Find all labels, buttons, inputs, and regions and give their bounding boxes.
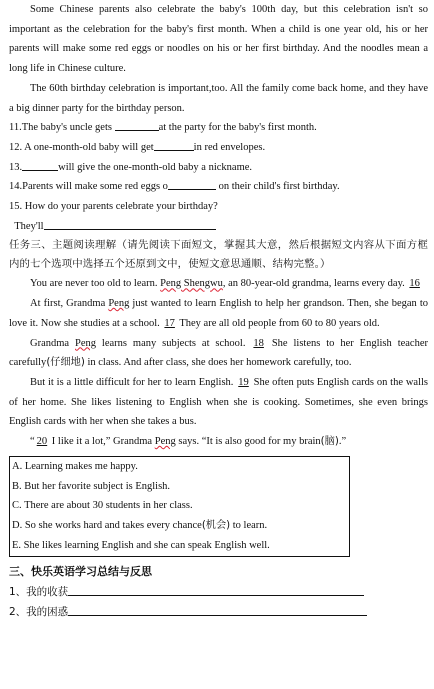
option-a: A. Learning makes me happy. <box>12 460 138 472</box>
person-name: Peng <box>154 436 176 448</box>
task3-instruction: 任务三、主题阅读理解（请先阅读下面短文，掌握其大意，然后根据短文内容从下面方框内的七个选项中选择五个还原到文中，使短文意思通顺、结构完整。） <box>9 239 428 271</box>
reflection-confusions: 2、我的困惑 <box>9 602 428 622</box>
question-15: 15. How do your parents celebrate your birthday? <box>9 201 218 213</box>
option-d: D. So she works hard and takes every chance(机会) to learn. <box>12 520 268 532</box>
answer-blank-14[interactable] <box>168 177 216 190</box>
blank-number-16: 16 <box>409 278 420 290</box>
reading-paragraph-5: “ 20 I like it a lot,” Grandma Peng says. “It is also good for my brain(脑).” <box>30 436 347 448</box>
answer-blank-11[interactable] <box>115 118 159 131</box>
options-box <box>9 456 350 557</box>
answer-blank-13[interactable] <box>22 158 58 171</box>
gains-answer-line[interactable] <box>68 583 364 596</box>
option-c: C. There are about 30 students in her class. <box>12 500 193 512</box>
section-3-title: 三、快乐英语学习总结与反思 <box>9 564 152 578</box>
reading-paragraph-3: Grandma Peng learns many subjects at school. 18 She listens to her English teacher carefully(仔细地) in class. And after class, she does her homework carefully, too. <box>9 337 429 369</box>
option-b: B. But her favorite subject is English. <box>12 480 171 492</box>
reading-paragraph-2: At first, Grandma Peng just wanted to learn English to help her grandson. Then, she began to love it. Now she studies at a school. 17 They are all old people from 60 to 80 years old. <box>9 298 428 329</box>
person-name: Peng Shengwu <box>160 278 223 290</box>
blank-number-17: 17 <box>164 317 175 329</box>
answer-blank-12[interactable] <box>154 138 194 151</box>
blank-number-19: 19 <box>238 376 249 388</box>
person-name: Peng <box>75 337 96 349</box>
question-11: 11.The baby's uncle gets at the party for the baby's first month. <box>9 118 428 138</box>
passage-paragraph-1: Some Chinese parents also celebrate the baby's 100th day, but this celebration isn't so important as the celebration for the baby's first month. When a child is one year old, his or her parents will make some red eggs or noodles on his or her first birthday. And the noodles mean a long life in Chinese culture. <box>9 4 428 75</box>
question-15-answer-line: They'll <box>9 217 428 237</box>
question-12: 12. A one-month-old baby will get in red envelopes. <box>9 138 428 158</box>
answer-blank-15[interactable] <box>44 217 216 230</box>
passage-paragraph-2: The 60th birthday celebration is important,too. All the family come back home, and they have a big dinner party for the birthday person. <box>9 82 428 114</box>
option-e: E. She likes learning English and she can speak English well. <box>12 539 270 551</box>
person-name: Peng <box>108 298 130 310</box>
blank-number-20: 20 <box>36 436 48 448</box>
confusions-answer-line[interactable] <box>68 603 367 616</box>
reading-paragraph-1: You are never too old to learn. Peng Shengwu, an 80-year-old grandma, learns every day. 16 <box>30 278 420 290</box>
reflection-gains: 1、我的收获 <box>9 582 428 602</box>
blank-number-18: 18 <box>253 337 264 349</box>
reading-paragraph-4: But it is a little difficult for her to learn English. 19 She often puts English cards on the walls of her home. She likes listening to English when she is cooking. Sometimes, she even brings English cards with her when she takes a bus. <box>9 376 429 428</box>
question-14: 14.Parents will make some red eggs o on their child's first birthday. <box>9 177 428 197</box>
question-13: 13. will give the one-month-old baby a nickname. <box>9 158 428 178</box>
